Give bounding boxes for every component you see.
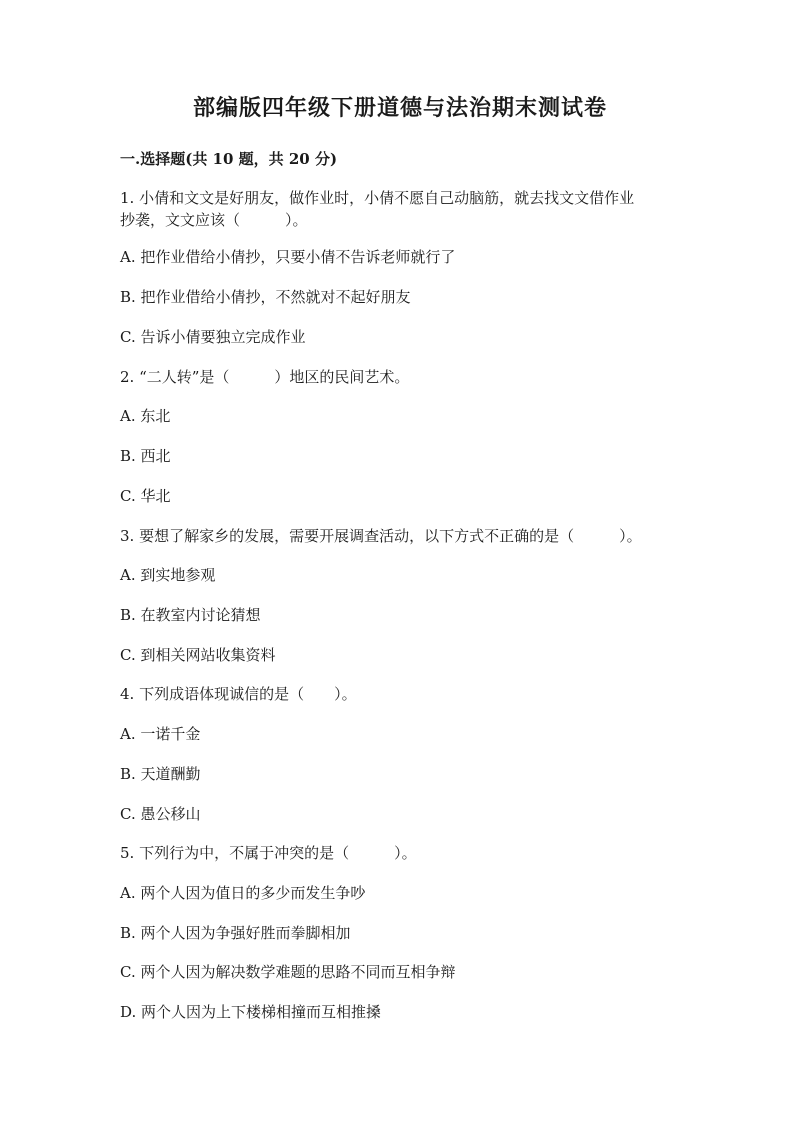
question-4-option-b: B. 天道酬勤 (120, 765, 201, 783)
question-3-stem: 3. 要想了解家乡的发展，需要开展调查活动，以下方式不正确的是（ ）。 (120, 527, 642, 545)
question-5-stem: 5. 下列行为中，不属于冲突的是（ ）。 (120, 844, 417, 862)
question-1-stem-line-1: 1. 小倩和文文是好朋友，做作业时，小倩不愿自己动脑筋，就去找文文借作业 (120, 189, 635, 207)
question-3-option-b: B. 在教室内讨论猜想 (120, 606, 261, 624)
question-1-option-c: C. 告诉小倩要独立完成作业 (120, 328, 306, 346)
question-2-option-a: A. 东北 (120, 407, 171, 425)
question-5-option-c: C. 两个人因为解决数学难题的思路不同而互相争辩 (120, 963, 456, 981)
section-heading: 一.选择题(共 10 题，共 20 分) (120, 150, 338, 168)
question-5-option-b: B. 两个人因为争强好胜而拳脚相加 (120, 924, 351, 942)
question-1-option-a: A. 把作业借给小倩抄，只要小倩不告诉老师就行了 (120, 248, 456, 266)
question-4-option-c: C. 愚公移山 (120, 805, 201, 823)
question-2-option-b: B. 西北 (120, 447, 171, 465)
question-5-option-a: A. 两个人因为值日的多少而发生争吵 (120, 884, 366, 902)
question-1-stem-line-2: 抄袭，文文应该（ ）。 (120, 211, 308, 229)
question-1-option-b: B. 把作业借给小倩抄，不然就对不起好朋友 (120, 288, 411, 306)
question-5-option-d: D. 两个人因为上下楼梯相撞而互相推搡 (120, 1003, 382, 1021)
question-3-option-c: C. 到相关网站收集资料 (120, 646, 276, 664)
question-3-option-a: A. 到实地参观 (120, 566, 216, 584)
question-2-option-c: C. 华北 (120, 487, 171, 505)
question-4-option-a: A. 一诺千金 (120, 725, 201, 743)
question-4-stem: 4. 下列成语体现诚信的是（ ）。 (120, 685, 357, 703)
page-title: 部编版四年级下册道德与法治期末测试卷 (192, 95, 607, 121)
question-2-stem: 2. “二人转”是（ ）地区的民间艺术。 (120, 368, 410, 386)
